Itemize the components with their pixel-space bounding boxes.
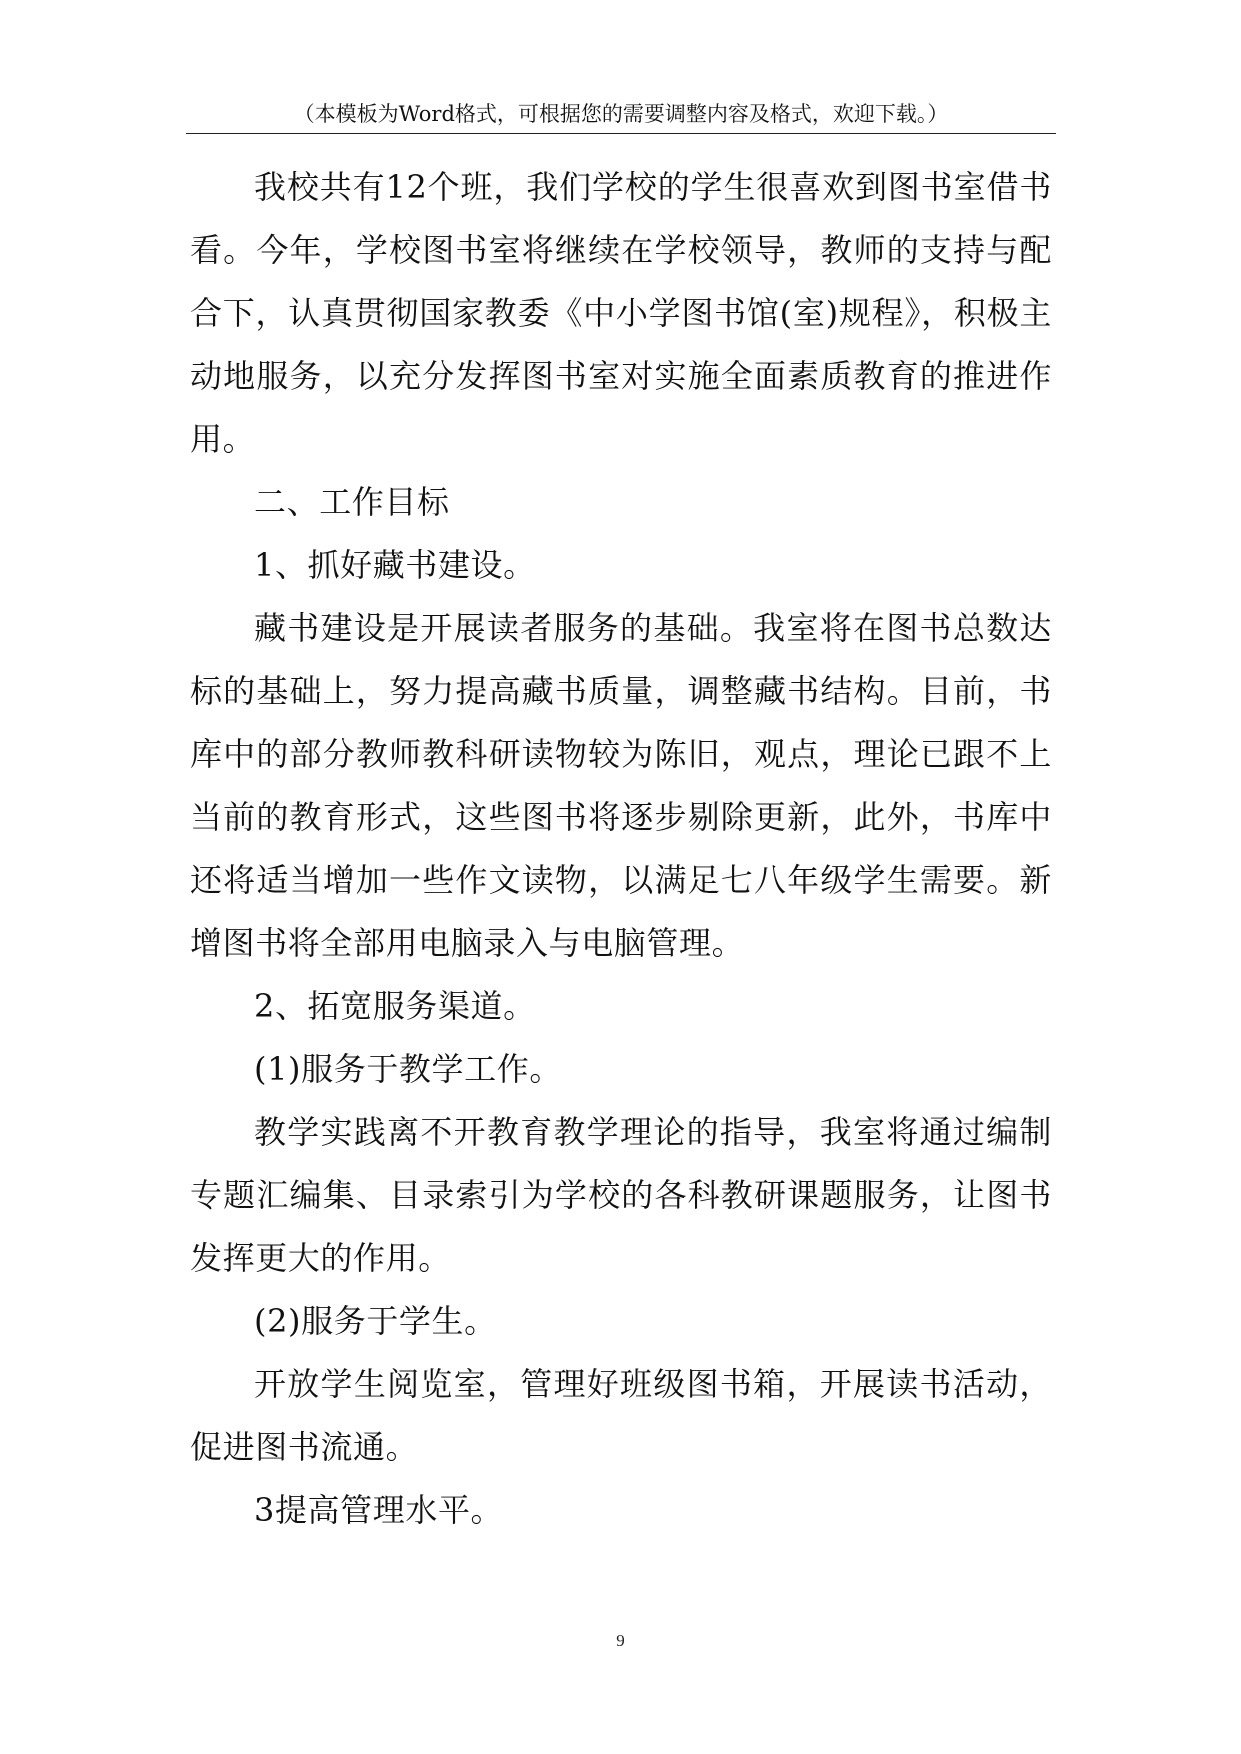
- paragraph-intro: 我校共有12个班，我们学校的学生很喜欢到图书室借书看。今年，学校图书室将继续在学校领导，教师的支持与配合下，认真贯彻国家教委《中小学图书馆(室)规程》，积极主动地服务，以充分发挥图书室对实施全面素质教育的推进作用。: [190, 168, 1052, 458]
- paragraph-collection: 藏书建设是开展读者服务的基础。我室将在图书总数达标的基础上，努力提高藏书质量，调整藏书结构。目前，书库中的部分教师教科研读物较为陈旧，观点，理论已跟不上当前的教育形式，这些图书将逐步剔除更新，此外，书库中还将适当增加一些作文读物，以满足七八年级学生需要。新增图书将全部用电脑录入与电脑管理。: [190, 609, 1052, 962]
- item-serve-teaching: (1)服务于教学工作。: [254, 1050, 562, 1088]
- heading-work-goals: 二、工作目标: [254, 483, 450, 521]
- paragraph-serve-students: 开放学生阅览室，管理好班级图书箱，开展读书活动，促进图书流通。: [190, 1365, 1052, 1466]
- page-number: 9: [616, 1631, 625, 1650]
- subheading-service-channels: 2、拓宽服务渠道。: [254, 987, 536, 1025]
- paragraph-serve-teaching: 教学实践离不开教育教学理论的指导，我室将通过编制专题汇编集、目录索引为学校的各科教研课题服务，让图书发挥更大的作用。: [190, 1113, 1052, 1277]
- subheading-collection: 1、抓好藏书建设。: [254, 546, 536, 584]
- subheading-management: 3提高管理水平。: [254, 1491, 504, 1529]
- page-header-note: （本模板为Word格式，可根据您的需要调整内容及格式，欢迎下载。）: [293, 102, 949, 126]
- header-divider: [186, 133, 1056, 134]
- item-serve-students: (2)服务于学生。: [254, 1302, 497, 1340]
- document-body: [190, 156, 1052, 1542]
